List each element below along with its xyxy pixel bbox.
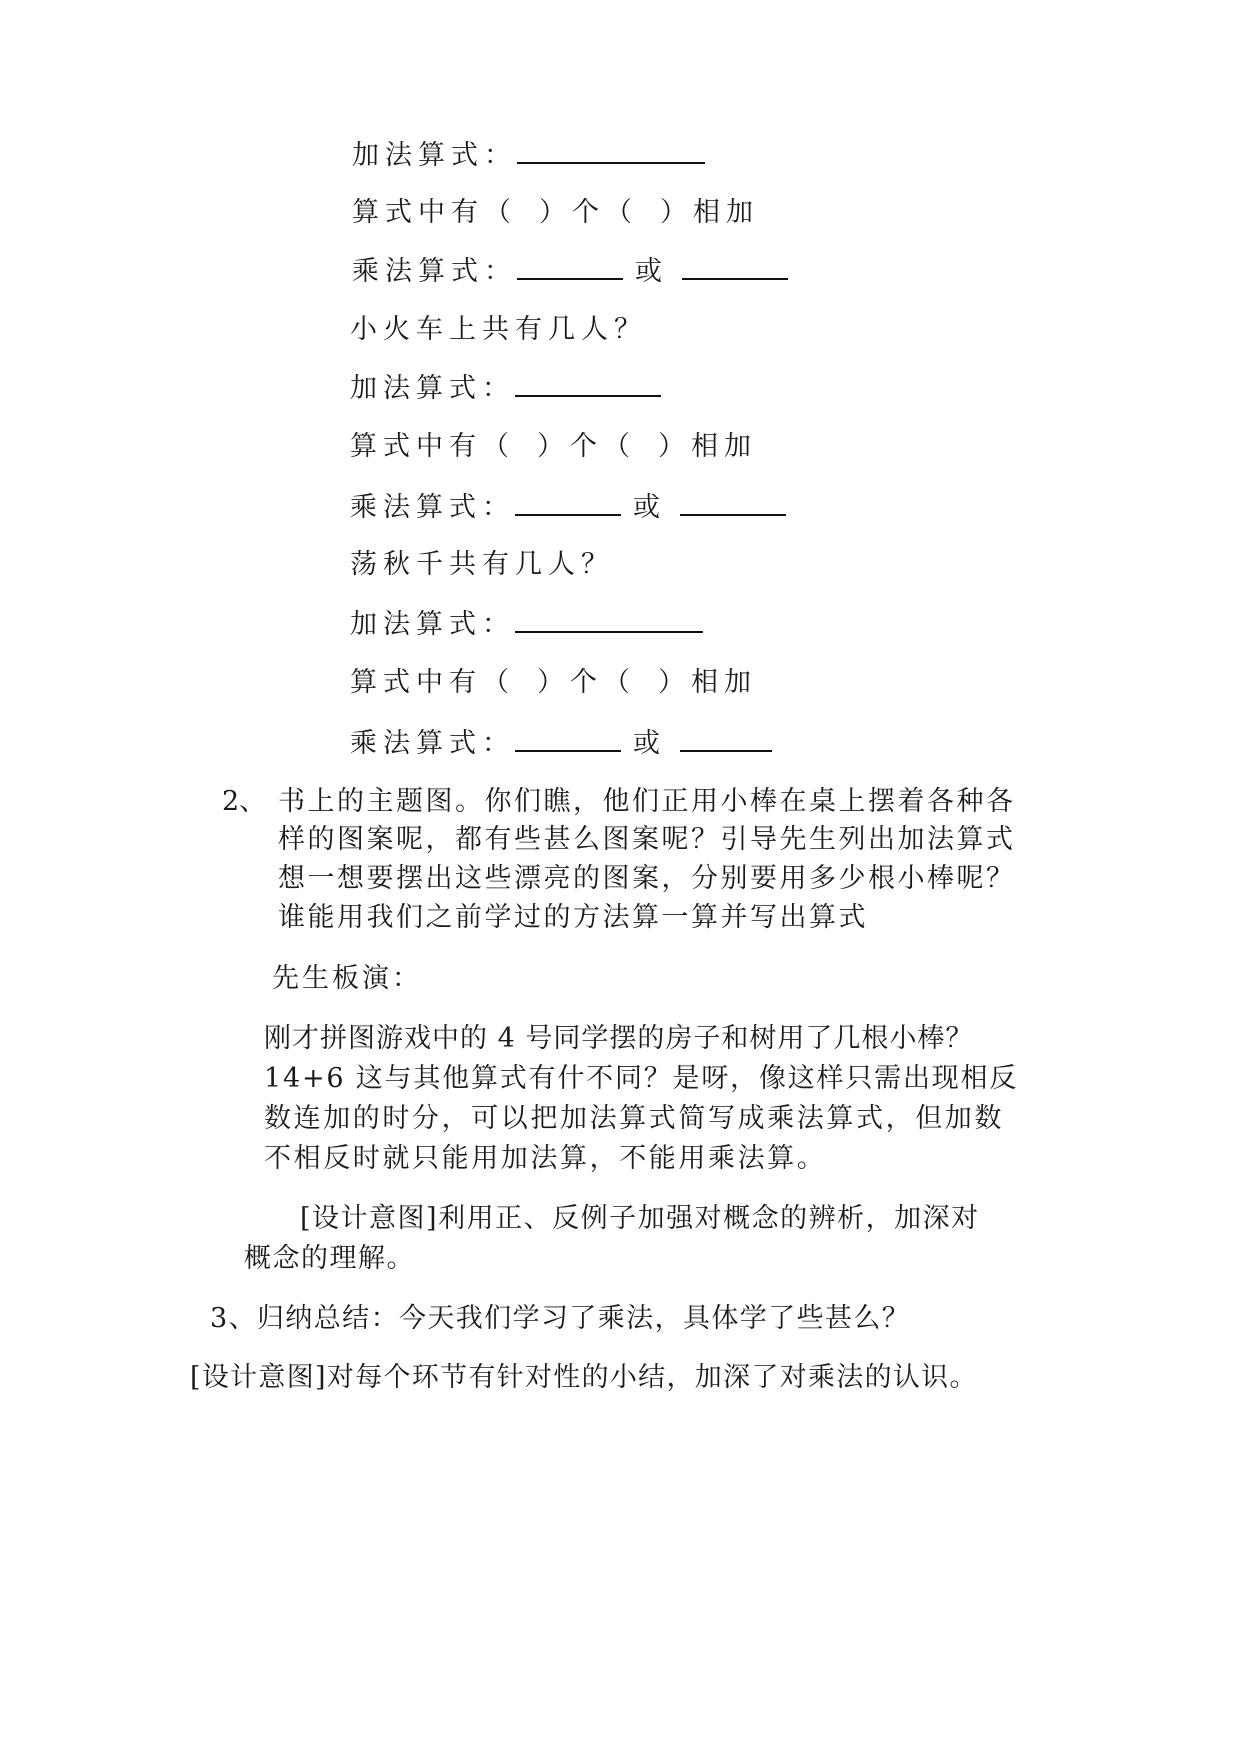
section2-number: 2、 [222, 786, 267, 817]
paragraph-line-4: 不相反时就只能用加法算，不能用乘法算。 [264, 1143, 827, 1174]
set3-add-line [350, 607, 703, 642]
section2-line-4: 谁能用我们之前学过的方法算一算并写出算式 [278, 902, 868, 933]
section2-line-2: 样的图案呢，都有些甚么图案呢？引导先生列出加法算式 [278, 824, 1016, 855]
count-suffix: ）相加 [660, 197, 759, 228]
set3-add-label: 加法算式： [350, 609, 515, 640]
set1-mul-blank-a[interactable] [517, 254, 623, 280]
set2-mul-blank-a[interactable] [515, 490, 621, 516]
set2-question: 小火车上共有几人？ [350, 314, 647, 345]
set1-add-blank[interactable] [517, 138, 705, 164]
or-text: 或 [633, 492, 666, 523]
set2-mul-line [350, 490, 786, 525]
paragraph-line-1: 刚才拼图游戏中的 4 号同学摆的房子和树用了几根小棒？ [264, 1023, 974, 1054]
count-prefix: 算式中有（ [350, 667, 515, 698]
set2-add-blank[interactable] [515, 371, 661, 397]
count-middle: ）个（ [537, 667, 636, 698]
design-note-1-line-2: 概念的理解。 [244, 1243, 415, 1274]
set3-question: 荡秋千共有几人？ [350, 549, 614, 580]
count-middle: ）个（ [537, 431, 636, 462]
set1-mul-line [352, 254, 788, 289]
set2-add-line [350, 371, 661, 406]
section2-line-3: 想一想要摆出这些漂亮的图案，分别要用多少根小棒呢？ [278, 863, 1016, 894]
set3-count-line [350, 666, 757, 700]
count-suffix: ）相加 [658, 431, 757, 462]
set1-count-line [352, 196, 759, 230]
section2-line-1: 书上的主题图。你们瞧，他们正用小棒在桌上摆着各种各 [278, 786, 1016, 817]
design-note-2: [设计意图]对每个环节有针对性的小结，加深了对乘法的认识。 [190, 1362, 978, 1393]
set3-add-blank[interactable] [515, 607, 703, 633]
design-note-1-line-1: [设计意图]利用正、反例子加强对概念的辨析，加深对 [300, 1203, 980, 1234]
section3-heading: 3、归纳总结：今天我们学习了乘法，具体学了些甚么？ [210, 1303, 911, 1334]
set3-mul-line [350, 726, 772, 761]
set2-count-line [350, 430, 757, 464]
count-middle: ）个（ [539, 197, 638, 228]
paragraph-line-2: 14+6 这与其他算式有什不同？是呀，像这样只需出现相反 [264, 1063, 1019, 1094]
set1-add-label: 加法算式： [352, 140, 517, 171]
count-prefix: 算式中有（ [352, 197, 517, 228]
set3-mul-label: 乘法算式： [350, 728, 515, 759]
set2-add-label: 加法算式： [350, 373, 515, 404]
board-label: 先生板演： [272, 963, 422, 994]
paragraph-line-3: 数连加的时分，可以把加法算式简写成乘法算式，但加数 [264, 1103, 1004, 1134]
count-suffix: ）相加 [658, 667, 757, 698]
set3-mul-blank-b[interactable] [680, 726, 772, 752]
set2-mul-blank-b[interactable] [680, 490, 786, 516]
count-prefix: 算式中有（ [350, 431, 515, 462]
or-text: 或 [633, 728, 666, 759]
set1-add-line [352, 138, 705, 173]
or-text: 或 [635, 256, 668, 287]
set1-mul-label: 乘法算式： [352, 256, 517, 287]
set2-mul-label: 乘法算式： [350, 492, 515, 523]
set1-mul-blank-b[interactable] [682, 254, 788, 280]
set3-mul-blank-a[interactable] [515, 726, 621, 752]
